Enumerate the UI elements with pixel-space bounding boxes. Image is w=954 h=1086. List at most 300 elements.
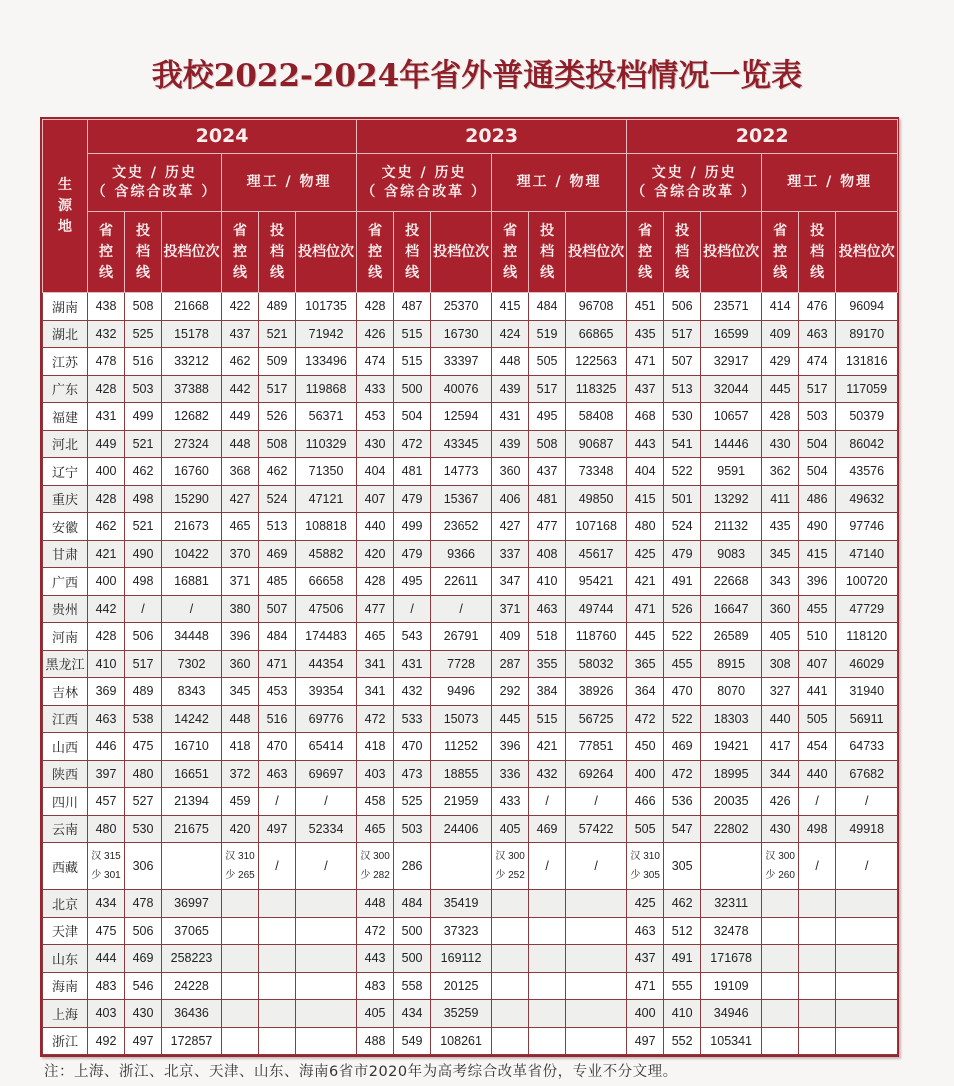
data-cell: 442 [88,595,125,623]
header-char: 省 [503,222,518,239]
table-row [43,293,898,321]
data-cell: 403 [357,760,394,788]
data-cell: 107168 [566,513,627,541]
data-cell: 517 [664,320,701,348]
data-cell: 437 [627,945,664,973]
data-cell: 105341 [701,1027,762,1055]
data-cell: 472 [664,760,701,788]
data-cell: 37388 [162,375,222,403]
data-cell: 506 [125,917,162,945]
data-cell: 549 [394,1027,431,1055]
data-cell: 15178 [162,320,222,348]
split-score: 少 265 [225,870,255,881]
table-row [43,890,898,918]
data-cell: / [296,843,357,890]
origin-char: 源 [58,197,72,214]
table-row [43,972,898,1000]
data-cell: 90687 [566,430,627,458]
data-cell: 505 [799,705,836,733]
data-cell: 462 [125,458,162,486]
data-cell: 426 [762,788,799,816]
category-label: 文史 / 历史 [651,164,737,181]
data-cell [222,917,259,945]
data-cell: / [296,788,357,816]
data-cell: 431 [492,403,529,431]
data-cell: 444 [88,945,125,973]
header-char: 控 [368,243,383,260]
province-cell: 湖南 [43,293,88,321]
table-row [43,760,898,788]
data-cell: 435 [627,320,664,348]
data-cell [259,945,296,973]
data-cell: 507 [259,595,296,623]
split-score: 汉 300 [765,851,795,862]
data-cell: 22611 [431,568,492,596]
category-arts-history [627,154,762,212]
data-cell: 36997 [162,890,222,918]
data-cell: 454 [799,733,836,761]
data-cell: 516 [125,348,162,376]
col-header-admission-line [125,212,162,293]
data-cell [529,890,566,918]
data-cell: 69697 [296,760,357,788]
data-cell [836,917,898,945]
data-cell: 525 [394,788,431,816]
data-cell [529,1027,566,1055]
data-cell: 47506 [296,595,357,623]
data-cell: 47729 [836,595,898,623]
data-cell: 341 [357,678,394,706]
data-cell: 428 [357,568,394,596]
data-cell [627,843,664,890]
data-cell: 119868 [296,375,357,403]
data-cell: 13292 [701,485,762,513]
data-cell: 410 [664,1000,701,1028]
split-score: 少 301 [91,870,121,881]
data-cell: 470 [664,678,701,706]
data-cell: 26589 [701,623,762,651]
data-cell: 33397 [431,348,492,376]
data-cell: 490 [125,540,162,568]
data-cell: 35259 [431,1000,492,1028]
header-char: 投 [810,222,825,239]
province-cell: 北京 [43,890,88,918]
data-cell: 415 [799,540,836,568]
data-cell: 425 [627,890,664,918]
data-cell: 410 [88,650,125,678]
data-cell: 15367 [431,485,492,513]
col-header-control-line [627,212,664,293]
data-cell: 515 [394,320,431,348]
province-cell: 天津 [43,917,88,945]
data-cell: 36436 [162,1000,222,1028]
data-cell: 504 [799,430,836,458]
data-cell: 443 [627,430,664,458]
data-cell: 538 [125,705,162,733]
col-header-admission-line [799,212,836,293]
data-cell: / [799,843,836,890]
province-cell: 重庆 [43,485,88,513]
data-cell: 472 [394,430,431,458]
data-cell: 513 [259,513,296,541]
data-cell: 12682 [162,403,222,431]
data-cell: 56725 [566,705,627,733]
data-cell: / [566,843,627,890]
data-cell: 475 [125,733,162,761]
data-cell [259,917,296,945]
data-cell: 305 [664,843,701,890]
data-cell: 445 [492,705,529,733]
data-cell [259,890,296,918]
table-row [43,917,898,945]
data-cell: 16599 [701,320,762,348]
data-cell [799,945,836,973]
data-cell: 418 [357,733,394,761]
data-cell: 522 [664,623,701,651]
data-cell [529,972,566,1000]
data-cell: 521 [125,430,162,458]
header-char: 投 [405,222,420,239]
data-cell: / [162,595,222,623]
data-cell: 517 [529,375,566,403]
data-cell: 541 [664,430,701,458]
data-cell: 400 [88,458,125,486]
data-cell [799,1027,836,1055]
province-cell: 广东 [43,375,88,403]
data-cell: 462 [259,458,296,486]
data-cell: 24228 [162,972,222,1000]
header-char: 控 [99,243,113,260]
data-cell: 64733 [836,733,898,761]
data-cell: 526 [259,403,296,431]
table-row [43,485,898,513]
data-cell: 40076 [431,375,492,403]
table-row [43,430,898,458]
data-cell: 409 [492,623,529,651]
data-cell: 497 [627,1027,664,1055]
data-cell: 69776 [296,705,357,733]
province-cell: 江苏 [43,348,88,376]
data-cell: 517 [799,375,836,403]
data-cell: 552 [664,1027,701,1055]
data-cell: 344 [762,760,799,788]
data-cell: 506 [664,293,701,321]
data-cell: 488 [357,1027,394,1055]
table-row [43,788,898,816]
data-cell [222,972,259,1000]
data-cell: 14773 [431,458,492,486]
col-header-admission-line [394,212,431,293]
header-char: 投 [136,222,150,239]
year-header-2023: 2023 [357,120,627,154]
data-cell: 49744 [566,595,627,623]
data-cell: 47140 [836,540,898,568]
split-score: 少 282 [360,870,390,881]
data-cell [762,843,799,890]
data-cell [162,843,222,890]
col-header-control-line [762,212,799,293]
data-cell: / [394,595,431,623]
header-char: 省 [638,222,653,239]
data-cell: 445 [627,623,664,651]
data-cell: 526 [664,595,701,623]
data-cell: 441 [799,678,836,706]
data-cell: 471 [259,650,296,678]
data-cell: 489 [259,293,296,321]
data-cell: 131816 [836,348,898,376]
data-cell: 450 [627,733,664,761]
data-cell: 433 [357,375,394,403]
data-cell: 439 [492,375,529,403]
data-cell: 498 [125,568,162,596]
data-cell: 15073 [431,705,492,733]
data-cell: 32311 [701,890,762,918]
data-cell: 484 [259,623,296,651]
category-sublabel: （ 含综合改革 ） [361,183,487,200]
data-cell: 21673 [162,513,222,541]
data-cell: 421 [627,568,664,596]
category-arts-history [88,154,222,212]
data-cell: 481 [394,458,431,486]
split-score: 汉 315 [91,851,121,862]
header-char: 投 [675,222,690,239]
data-cell [762,972,799,1000]
data-cell: 421 [88,540,125,568]
data-cell: 364 [627,678,664,706]
data-cell: 8915 [701,650,762,678]
data-cell: 519 [529,320,566,348]
data-cell [836,1000,898,1028]
data-cell: 483 [357,972,394,1000]
data-cell: 427 [492,513,529,541]
data-cell: 65414 [296,733,357,761]
data-cell: 475 [88,917,125,945]
header-char: 投 [540,222,555,239]
data-cell: 522 [664,705,701,733]
data-cell: 286 [394,843,431,890]
data-cell: 27324 [162,430,222,458]
data-cell: 10422 [162,540,222,568]
data-cell: 504 [799,458,836,486]
data-cell: 437 [627,375,664,403]
data-cell: 448 [222,430,259,458]
data-cell: 508 [125,293,162,321]
data-cell [222,1000,259,1028]
data-cell: 345 [222,678,259,706]
data-cell [762,945,799,973]
data-cell: 469 [529,815,566,843]
split-score: 少 260 [765,870,795,881]
data-cell: 469 [664,733,701,761]
data-cell: 384 [529,678,566,706]
data-cell: 118760 [566,623,627,651]
table-row [43,568,898,596]
data-cell [259,1027,296,1055]
col-header-control-line [357,212,394,293]
province-cell: 上海 [43,1000,88,1028]
data-cell: 503 [125,375,162,403]
table-row [43,403,898,431]
data-cell: 57422 [566,815,627,843]
data-cell: 518 [529,623,566,651]
data-cell: 8343 [162,678,222,706]
data-cell: 9083 [701,540,762,568]
category-science-physics: 理工 / 物理 [492,154,627,212]
data-cell: 258223 [162,945,222,973]
table-row [43,733,898,761]
data-cell: 480 [125,760,162,788]
data-cell: 16710 [162,733,222,761]
data-cell: 355 [529,650,566,678]
data-cell [492,890,529,918]
province-cell: 海南 [43,972,88,1000]
data-cell: 292 [492,678,529,706]
data-cell [492,972,529,1000]
data-cell: 530 [125,815,162,843]
data-cell: 472 [627,705,664,733]
data-cell: 409 [762,320,799,348]
data-cell: 469 [259,540,296,568]
data-cell: / [431,595,492,623]
data-cell: 19421 [701,733,762,761]
data-cell [222,1027,259,1055]
data-cell: 446 [88,733,125,761]
data-cell: 474 [357,348,394,376]
data-cell: 365 [627,650,664,678]
table-row [43,843,898,890]
data-cell: 505 [627,815,664,843]
data-cell: / [836,788,898,816]
data-cell: 479 [394,485,431,513]
data-cell: 14242 [162,705,222,733]
header-char: 线 [638,264,653,281]
data-cell: 507 [664,348,701,376]
year-header-2024: 2024 [88,120,357,154]
data-cell [296,945,357,973]
col-header-admission-line [259,212,296,293]
data-cell: 433 [492,788,529,816]
data-cell: 470 [259,733,296,761]
category-sublabel: （ 含综合改革 ） [91,183,218,200]
admission-table-container [40,117,899,1057]
data-cell: 108818 [296,513,357,541]
split-score: 汉 310 [630,851,660,862]
data-cell: / [566,788,627,816]
data-cell: 432 [394,678,431,706]
data-cell: 417 [762,733,799,761]
data-cell: 477 [529,513,566,541]
data-cell [259,1000,296,1028]
data-cell: 46029 [836,650,898,678]
data-cell: 404 [357,458,394,486]
data-cell: 465 [357,623,394,651]
data-cell: 18855 [431,760,492,788]
data-cell: 37065 [162,917,222,945]
data-cell: 521 [259,320,296,348]
data-cell [296,890,357,918]
data-cell: 25370 [431,293,492,321]
data-cell: 478 [88,348,125,376]
province-cell: 河北 [43,430,88,458]
data-cell: 89170 [836,320,898,348]
data-cell [566,1000,627,1028]
data-cell: 524 [664,513,701,541]
data-cell: 445 [762,375,799,403]
data-cell: 101735 [296,293,357,321]
data-cell: 515 [529,705,566,733]
data-cell [799,890,836,918]
data-cell: 471 [627,972,664,1000]
origin-char: 生 [58,176,72,193]
data-cell: 430 [762,815,799,843]
data-cell: 169112 [431,945,492,973]
data-cell [529,1000,566,1028]
data-cell: 43345 [431,430,492,458]
header-char: 档 [405,243,420,260]
data-cell: 484 [529,293,566,321]
data-cell: 547 [664,815,701,843]
table-row [43,1000,898,1028]
data-cell: 408 [529,540,566,568]
data-cell: 172857 [162,1027,222,1055]
data-cell: 400 [627,760,664,788]
data-cell: 33212 [162,348,222,376]
province-cell: 浙江 [43,1027,88,1055]
data-cell: 21668 [162,293,222,321]
header-char: 档 [810,243,825,260]
col-header-rank: 投档位次 [566,212,627,293]
data-cell [836,972,898,1000]
data-cell: / [529,843,566,890]
data-cell: 471 [627,595,664,623]
data-cell: 471 [627,348,664,376]
data-cell: 11252 [431,733,492,761]
data-cell: 396 [799,568,836,596]
data-cell [566,1027,627,1055]
data-cell: 23571 [701,293,762,321]
data-cell: / [529,788,566,816]
data-cell: 45882 [296,540,357,568]
data-cell: 425 [627,540,664,568]
data-cell [566,945,627,973]
data-cell: 400 [88,568,125,596]
data-cell: 34946 [701,1000,762,1028]
table-row [43,540,898,568]
data-cell: 432 [88,320,125,348]
data-cell: 424 [492,320,529,348]
data-cell: 360 [222,650,259,678]
data-cell: 368 [222,458,259,486]
data-cell: 438 [88,293,125,321]
header-char: 线 [810,264,825,281]
data-cell: 428 [88,375,125,403]
data-cell: 455 [799,595,836,623]
data-cell: 504 [394,403,431,431]
data-cell: 9366 [431,540,492,568]
data-cell [529,945,566,973]
province-cell: 四川 [43,788,88,816]
data-cell: 458 [357,788,394,816]
col-header-rank: 投档位次 [836,212,898,293]
data-cell: 411 [762,485,799,513]
data-cell: 428 [88,485,125,513]
data-cell: 50379 [836,403,898,431]
province-cell: 河南 [43,623,88,651]
data-cell: 508 [529,430,566,458]
data-cell: 21394 [162,788,222,816]
data-cell: 465 [222,513,259,541]
data-cell: 483 [88,972,125,1000]
